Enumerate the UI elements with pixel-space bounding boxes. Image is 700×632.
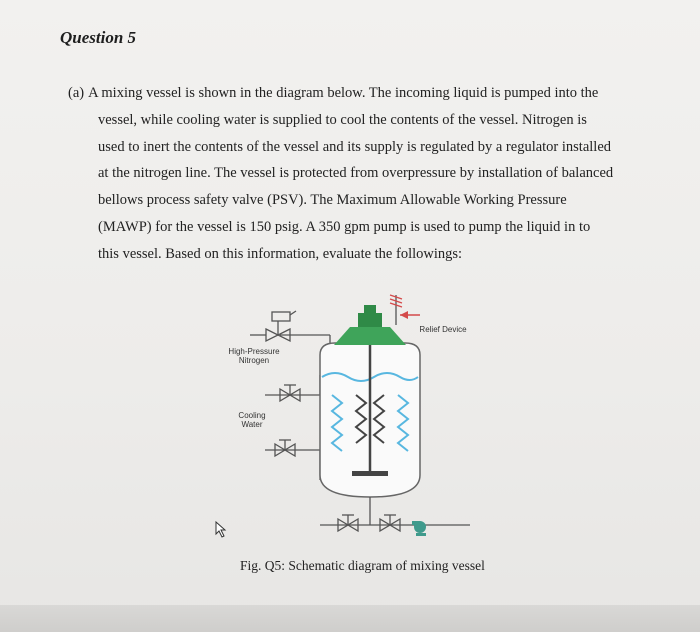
figure-caption: Fig. Q5: Schematic diagram of mixing vessel: [240, 558, 485, 573]
mixing-vessel-diagram: [220, 285, 520, 550]
outlet-valve-icon-2: [380, 515, 400, 531]
outlet-line: [320, 497, 470, 525]
nitrogen-label-1: High-Pressure: [228, 347, 280, 356]
nitrogen-label-2: Nitrogen: [238, 356, 270, 365]
part-a-line-6: (MAWP) for the vessel is 150 psig. A 350 gpm pump is used to pump the liquid in to: [98, 218, 591, 235]
relief-arrow-icon: [400, 311, 420, 319]
pump-icon: [412, 521, 426, 536]
question-title: Question 5: [60, 28, 137, 47]
part-a-line-7: this vessel. Based on this information, evaluate the followings:: [98, 245, 463, 262]
agitator-impeller: [352, 471, 388, 476]
question-part-a: [68, 80, 653, 268]
relief-device-label: Relief Device: [419, 325, 467, 334]
page-bottom-edge: [0, 605, 700, 632]
part-a-line-5: bellows process safety valve (PSV). The Maximum Allowable Working Pressure: [98, 192, 567, 209]
part-a-line-1: [68, 80, 653, 107]
outlet-valve-icon-1: [338, 515, 358, 531]
cooling-out-valve-icon: [275, 440, 295, 456]
agitator-motor-icon: [334, 305, 406, 345]
relief-valve-icon: [390, 295, 402, 307]
part-a-line-4: at the nitrogen line. The vessel is protected from overpressure by installation of balanced: [98, 165, 614, 182]
part-a-label: (a): [68, 85, 85, 101]
part-a-line-2: vessel, while cooling water is supplied to cool the contents of the vessel. Nitrogen is: [98, 111, 587, 128]
part-a-text-1: A mixing vessel is shown in the diagram below. The incoming liquid is pumped into the: [88, 85, 599, 101]
regulator-valve-icon: [266, 311, 296, 341]
cooling-label-1: Cooling: [238, 411, 266, 420]
cursor-icon: [214, 520, 230, 540]
cooling-in-valve-icon: [280, 385, 300, 401]
cooling-label-2: Water: [241, 420, 263, 429]
part-a-line-3: used to inert the contents of the vessel and its supply is regulated by a regulator installed: [98, 138, 612, 155]
